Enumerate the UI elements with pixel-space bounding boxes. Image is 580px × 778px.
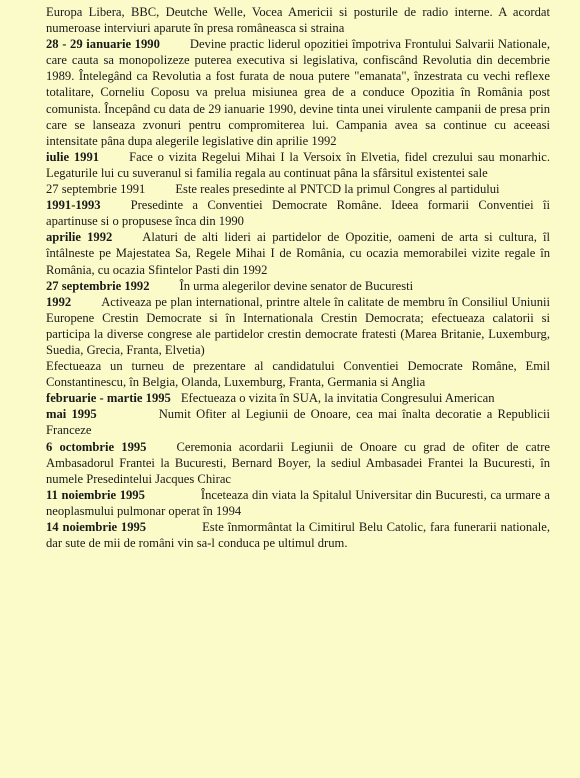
entry-text: Presedinte a Conventiei Democrate Române. Ideea formarii Conventiei îi apartinuse si o propusese înca din 1990 — [46, 198, 550, 229]
entry-date: 14 noiembrie 1995 — [46, 520, 147, 534]
entry-date: aprilie 1992 — [46, 230, 113, 245]
entry-text: Înceteaza din viata la Spitalul Universitar din Bucuresti, ca urmare a neoplasmului pulmonar operat în 1994 — [46, 487, 550, 518]
timeline-entry — [46, 197, 550, 229]
timeline-entry — [46, 181, 550, 197]
timeline-entry — [46, 229, 550, 277]
timeline-entry — [46, 36, 550, 149]
entry-date: iulie 1991 — [46, 149, 100, 164]
entry-text: Este reales presedinte al PNTCD la primul Congres al partidului — [175, 182, 500, 197]
timeline-entry — [46, 406, 550, 438]
timeline-entry — [46, 358, 550, 390]
entry-date: 11 noiembrie 1995 — [46, 487, 145, 502]
entry-date: 1992 — [46, 294, 72, 309]
entry-text: Numit Ofiter al Legiunii de Onoare, cea mai înalta decoratie a Republicii Franceze — [46, 407, 551, 438]
timeline-entry — [46, 439, 550, 487]
entry-date: 6 octombrie 1995 — [46, 439, 147, 454]
entry-text: Devine practic liderul opozitiei împotriva Frontului Salvarii Nationale, care cauta sa monopolizeze puterea executiva si legislativa, confiscând Revolutia din decembrie 1989. Întelegând ca Revolutia a fost furata de noua putere "emanata", înzestrata cu vechi reflexe totalitare, Corneliu Coposu va prelua misiunea grea de a conduce Opozitia în România post comunista. Începând cu data de 29 ianuarie 1990, devine tinta unei virulente campanii de presa prin care se lanseaza zvonuri pentru compromiterea lui. Campania avea sa continue cu aceeasi intensitate pâna dupa alegerile legislative din aprilie 1992 — [46, 37, 550, 148]
timeline-entry — [46, 390, 550, 406]
entry-date: 27 septembrie 1992 — [46, 278, 150, 293]
timeline-entry — [46, 4, 550, 36]
entry-text: Efectueaza o vizita în SUA, la invitatia Congresului American — [180, 391, 495, 406]
entry-date: mai 1995 — [46, 407, 97, 422]
timeline-entry — [46, 278, 550, 294]
timeline-entry — [46, 487, 550, 519]
entry-text: Face o vizita Regelui Mihai I la Versoix în Elvetia, fidel crezului sau monarhic. Legaturile lui cu suveranul si familia regala au continuat pâna la sfârsitul existentei sale — [46, 149, 550, 180]
entry-text: Ceremonia acordarii Legiunii de Onoare cu grad de ofiter de catre Ambasadorul Frantei la Bucuresti, Bernard Boyer, la sediul Ambasadei Frantei la Bucuresti, în numele Presedintelui Jacques Chirac — [46, 439, 550, 486]
entry-text: Alaturi de alti lideri ai partidelor de Opozitie, oameni de arta si cultura, îl întâlneste pe Majestatea Sa, Regele Mihai I de România, cu ocazia memorabilei vizite regale în România, cu ocazia Sfintelor Pasti din 1992 — [46, 230, 550, 277]
entry-text: Efectueaza un turneu de prezentare al candidatului Conventiei Democrate Române, Emil Constantinescu, în Belgia, Olanda, Luxemburg, Franta, Germania si Anglia — [46, 359, 550, 390]
entry-date: 27 septembrie 1991 — [46, 182, 146, 197]
entry-date: februarie - martie 1995 — [46, 391, 171, 406]
entry-text: Activeaza pe plan international, printre altele în calitate de membru în Consiliul Uniunii Europene Crestin Democrate si în Internationala Crestin Democrata; efectueaza calatorii si participa la diverse congrese ale partidelor crestin democrate fratesti (Marea Britanie, Luxemburg, Suedia, Grecia, Franta, Elvetia) — [46, 294, 550, 357]
timeline-entry — [46, 294, 550, 358]
timeline-entry — [46, 149, 550, 181]
entry-text: În urma alegerilor devine senator de Bucuresti — [179, 278, 414, 293]
entry-text: Europa Libera, BBC, Deutche Welle, Vocea Americii si posturile de radio interne. A acordat numeroase interviuri aparute în presa româneasca si straina — [46, 5, 550, 36]
entry-date: 1991-1993 — [46, 198, 101, 213]
entry-text: Este înmormântat la Cimitirul Belu Catolic, fara funerarii nationale, dar sute de mii de români vin sa-l conduca pe ultimul drum. — [46, 520, 550, 551]
entry-date: 28 - 29 ianuarie 1990 — [46, 37, 160, 52]
timeline-entry — [46, 519, 550, 551]
